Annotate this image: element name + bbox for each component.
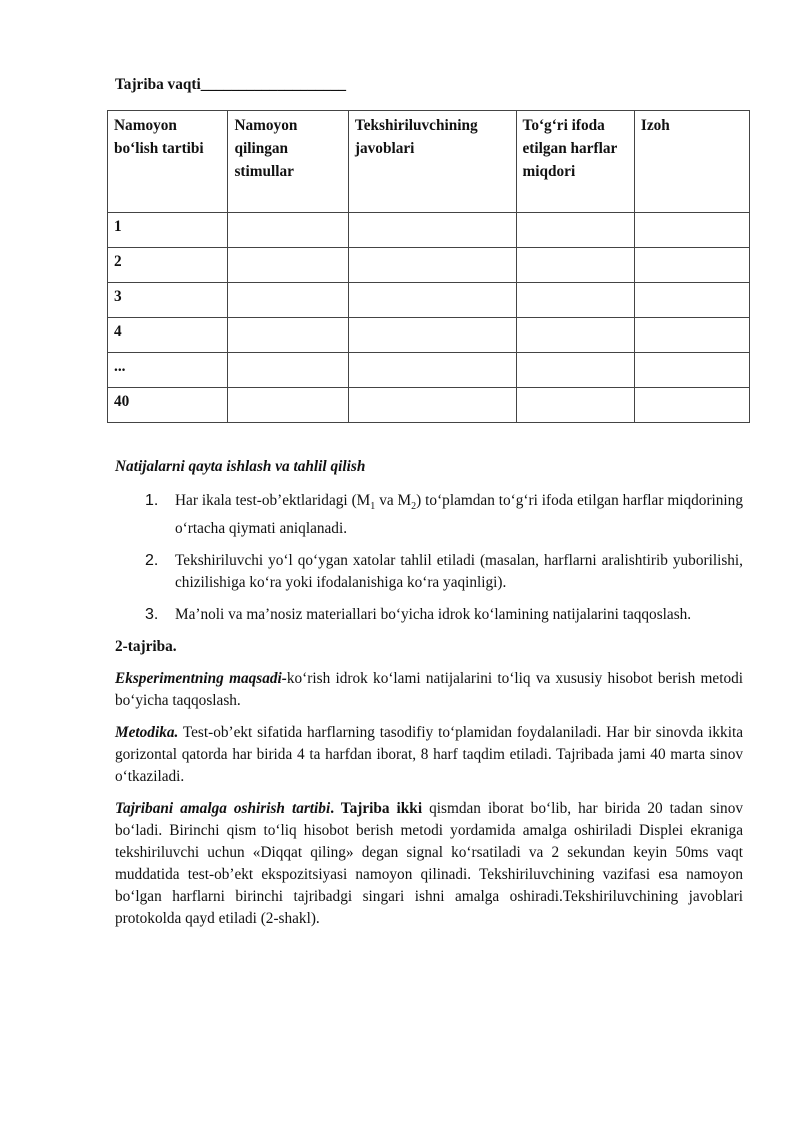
table-row: [108, 248, 750, 283]
table-row: [108, 283, 750, 318]
list-text: Ma’noli va ma’nosiz materiallari bo‘yicha idrok ko‘lamining natijalarini taqqoslash.: [175, 606, 692, 624]
table-cell: [516, 283, 634, 318]
analysis-list: [115, 490, 743, 626]
method-paragraph: [115, 722, 743, 788]
procedure-label: Tajribani amalga oshirish tartibi: [115, 800, 331, 818]
analysis-section: [115, 456, 743, 940]
analysis-title: Natijalarni qayta ishlash va tahlil qilish: [115, 458, 366, 475]
table-cell: [228, 388, 348, 423]
list-number: 2.: [145, 552, 159, 570]
table-cell: [516, 353, 634, 388]
table-cell: [348, 213, 516, 248]
row-number-cell: 1: [108, 213, 228, 248]
experiment-time-label: Tajriba vaqti___________________: [115, 76, 347, 93]
table-cell: [634, 248, 749, 283]
row-number-cell: 2: [108, 248, 228, 283]
column-header: To‘g‘ri ifoda etilgan harflar miqdori: [516, 111, 634, 213]
table-cell: [348, 248, 516, 283]
table-cell: [634, 353, 749, 388]
table-cell: [348, 283, 516, 318]
list-text: Har ikala test-ob’ektlaridagi ($M_1$ va $M_2$) to‘plamdan to‘g‘ri ifoda etilgan harflar miqdorining o‘rtacha qiymati aniqlanadi.: [175, 492, 743, 538]
column-header: Namoyon qilingan stimullar: [228, 111, 348, 213]
list-item: [111, 550, 743, 594]
table-cell: [516, 388, 634, 423]
table-row: [108, 213, 750, 248]
table-cell: [228, 213, 348, 248]
table-cell: [516, 213, 634, 248]
table-row: [108, 388, 750, 423]
procedure-bold-text: . Tajriba ikki: [330, 800, 423, 818]
table-cell: [634, 388, 749, 423]
table-cell: [634, 318, 749, 353]
column-header: Namoyon bo‘lish tartibi: [108, 111, 228, 213]
experiment-2-title: 2-tajriba.: [115, 638, 177, 656]
goal-label: Eksperimentning maqsadi-: [115, 670, 287, 688]
table-row: [108, 318, 750, 353]
procedure-paragraph: [115, 798, 743, 930]
table-cell: [634, 213, 749, 248]
table-cell: [634, 283, 749, 318]
results-table: [107, 110, 750, 423]
table-header-row: [108, 111, 750, 213]
table-cell: [228, 248, 348, 283]
table-cell: [348, 388, 516, 423]
row-number-cell: ...: [108, 353, 228, 388]
procedure-text: qismdan iborat bo‘lib, har birida 20 tadan sinov bo‘ladi. Birinchi qism to‘liq hisobot berish metodi yordamida amalga oshiriladi Displei ekraniga tekshiriluvchi uchun «Diqqat qiling» degan signal ko‘rsatiladi va 2 sekundan keyin 50ms vaqt muddatida test-ob’ekt ekspozitsiyasi namoyon qilinadi. Tekshiriluvchining vazifasi esa namoyon bo‘lgan harflarni birinchi tajribadgi singari ishni amalga oshiradi.Tekshiriluvchining javoblari protokolda qayd etiladi (2-shakl).: [115, 800, 743, 928]
list-number: 3.: [145, 606, 159, 624]
goal-text: ko‘rish idrok ko‘lami natijalarini to‘liq va xususiy hisobot berish metodi bo‘yicha taqqoslash.: [115, 670, 744, 710]
table-cell: [228, 283, 348, 318]
table-cell: [516, 248, 634, 283]
method-text: Test-ob’ekt sifatida harflarning tasodifiy to‘plamidan foydalaniladi. Har bir sinovda ikkita gorizontal qatorda har birida 4 ta harfdan iborat, 8 harf taqdim etiladi. Tajribada jami 40 marta sinov o‘tkaziladi.: [115, 724, 743, 786]
table-cell: [348, 318, 516, 353]
row-number-cell: 40: [108, 388, 228, 423]
table-cell: [348, 353, 516, 388]
table-cell: [516, 318, 634, 353]
row-number-cell: 3: [108, 283, 228, 318]
page: [115, 74, 743, 102]
goal-paragraph: [115, 668, 743, 712]
table-cell: [228, 353, 348, 388]
row-number-cell: 4: [108, 318, 228, 353]
method-label: Metodika.: [115, 724, 179, 742]
list-number: 1.: [145, 492, 159, 509]
list-item: [111, 490, 743, 540]
list-item: [111, 604, 743, 626]
table-row: [108, 353, 750, 388]
column-header: Tekshiriluvchining javoblari: [348, 111, 516, 213]
table-cell: [228, 318, 348, 353]
list-text: Tekshiriluvchi yo‘l qo‘ygan xatolar tahlil etiladi (masalan, harflarni aralishtirib yuborilishi, chizilishiga ko‘ra yoki ifodalanishiga ko‘ra yaqinligi).: [175, 552, 743, 592]
column-header: Izoh: [634, 111, 749, 213]
